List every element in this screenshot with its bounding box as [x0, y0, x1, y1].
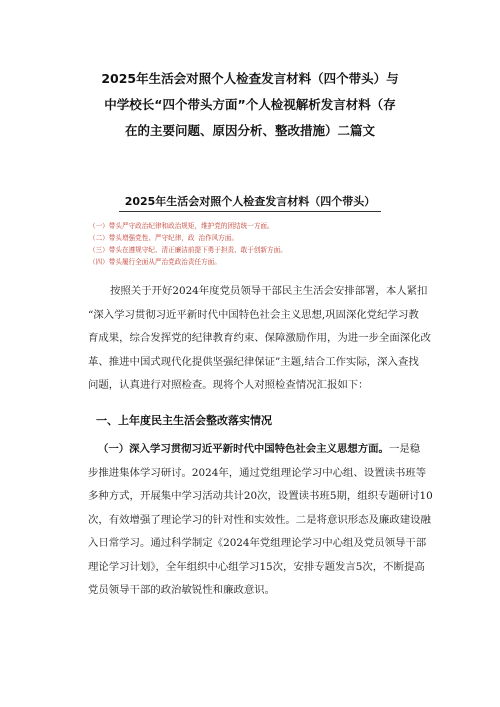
paragraph-line: [88, 438, 426, 462]
toc-item: （三）带头在遵规守纪、清正廉洁前提下勇于担责、敢于创新方面。: [89, 246, 287, 254]
paragraph-line: 入日常学习。通过科学制定《2024年党组理论学习中心组及党员领导干部: [88, 537, 427, 549]
paragraph-line: 次，有效增强了理论学习的针对性和实效性。二是将意识形态及廉政建设融: [88, 513, 431, 526]
main-title-line: 中学校长“四个带头方面”个人检视解析发言材料（存: [104, 97, 396, 112]
toc-list: [89, 220, 409, 268]
paragraph-line: 育成果，综合发挥党的纪律教育约束、保障激励作用，为进一步全面深化改: [88, 332, 431, 344]
toc-item: （四）带头履行全面从严治党政治责任方面。: [89, 258, 221, 266]
paragraph-lead-rest: 一是稳: [388, 443, 421, 455]
paragraph-line: 党员领导干部的政治敏锐性和廉政意识。: [88, 584, 276, 596]
paragraph-line: “深入学习贯彻习近平新时代中国特色社会主义思想,巩固深化党纪学习教: [88, 308, 419, 321]
main-title-line: 在的主要问题、原因分析、整改措施）二篇文: [124, 123, 375, 138]
toc-item: （一）带头严守政治纪律和政治规矩，维护党的团结统一方面。: [89, 222, 274, 230]
main-title-line: 2025年生活会对照个人检查发言材料（四个带头）与: [101, 71, 399, 86]
paragraph-line: 理论学习计划》，全年组织中心组学习15次，安排专题发言5次，不断提高: [88, 560, 425, 573]
paragraph-line: 按照关于开好2024年度党员领导干部民主生活会安排部署，本人紧扣: [110, 285, 428, 297]
toc-item: （二）带头增强党性、严守纪律，政 治作风方面。: [89, 234, 239, 242]
paragraph-line: 步推进集体学习研讨。2024年，通过党组理论学习中心组、设置读书班等: [88, 466, 427, 479]
section-title-text: 2025年生活会对照个人检查发言材料（四个带头）: [119, 193, 382, 212]
paragraph-line: 问题，认真进行对照检查。现将个人对照检查情况汇报如下：: [88, 379, 369, 391]
paragraph-lead-bold: （一）深入学习贯彻习近平新时代中国特色社会主义思想方面。: [98, 443, 389, 455]
section-title: [60, 193, 440, 212]
intro-paragraph: [88, 280, 431, 398]
paragraph-line: 革、推进中国式现代化提供坚强纪律保证”主题,结合工作实际，深入查找: [88, 355, 419, 368]
main-title: [60, 66, 440, 144]
heading-1: 一、上年度民主生活会整改落实情况: [96, 414, 272, 427]
paragraph-line: 多种方式，开展集中学习活动共计20次，设置读书班5期，组织专题研讨10: [88, 490, 433, 502]
section-paragraph: [88, 438, 433, 603]
